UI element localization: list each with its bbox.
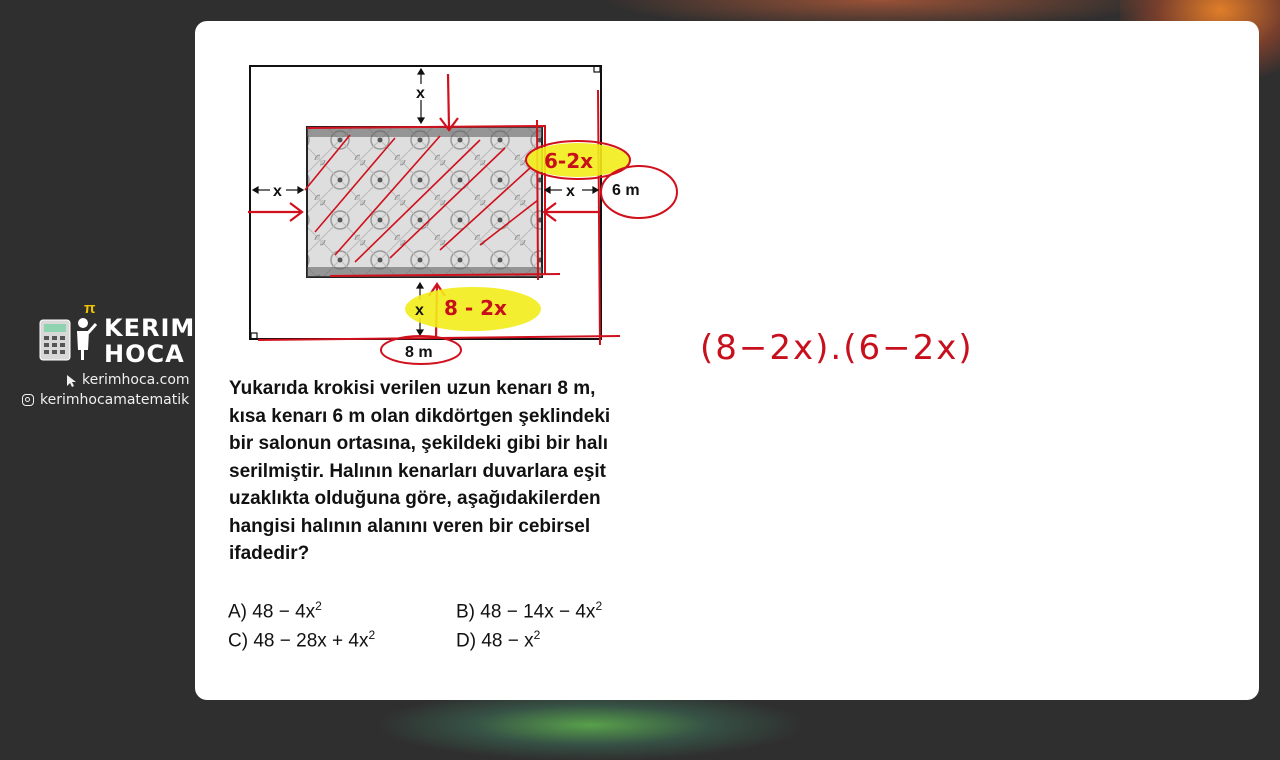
option-a-label: A) [228, 601, 247, 623]
option-c[interactable] [228, 628, 375, 652]
website-text: kerimhoca.com [82, 372, 190, 388]
option-a-sup: 2 [315, 599, 322, 613]
instagram-text: kerimhocamatematik [40, 392, 190, 408]
option-d[interactable] [456, 628, 540, 652]
option-d-expr: 48 − x [481, 630, 534, 652]
option-b-sup: 2 [595, 599, 603, 613]
option-c-expr: 48 − 28x + 4x [253, 630, 369, 652]
option-b-label: B) [456, 601, 475, 623]
option-b-expr: 48 − 14x − 4x [480, 601, 596, 623]
option-b[interactable] [456, 599, 602, 623]
label-x-right: x [566, 183, 575, 200]
option-d-label: D) [456, 630, 477, 652]
annotation-horizontal: 8 - 2x [444, 296, 507, 320]
label-x-top: x [416, 85, 425, 102]
annotation-vertical: 6-2x [544, 149, 594, 173]
brand-name-line1: KERIM [104, 314, 196, 342]
label-height: 6 m [612, 182, 640, 199]
handwritten-answer: (8−2x).(6−2x) [700, 328, 974, 368]
option-c-label: C) [228, 630, 249, 652]
question-text: Yukarıda krokisi verilen uzun kenarı 8 m, kısa kenarı 6 m olan dikdörtgen şeklindeki bir salonun ortasına, şekildeki gibi bir halı serilmiştir. Halının kenarları duvarlara eşit uzaklıkta olduğuna göre, aşağıdakilerden hangisi halının alanını veren bir cebirsel ifadedir? [229, 378, 611, 564]
label-x-bottom: x [415, 302, 424, 319]
option-a[interactable] [228, 599, 322, 623]
label-x-left: x [273, 183, 282, 200]
brand-name-line2: HOCA [104, 340, 185, 368]
option-a-expr: 48 − 4x [252, 601, 316, 623]
option-d-sup: 2 [533, 628, 541, 642]
option-c-sup: 2 [368, 628, 376, 642]
carpet [307, 127, 542, 277]
pi-symbol: π [84, 300, 96, 317]
label-width: 8 m [405, 344, 433, 361]
